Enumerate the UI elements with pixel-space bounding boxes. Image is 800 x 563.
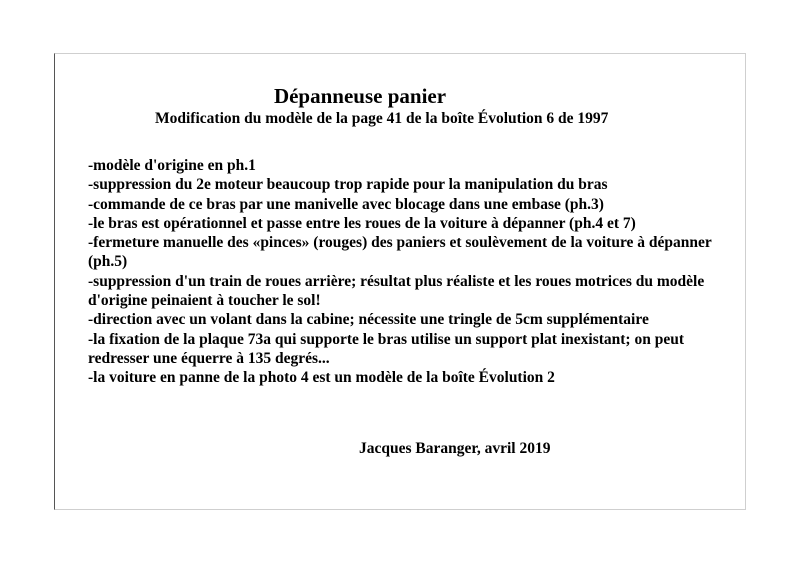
document-page (54, 53, 746, 510)
list-item: -suppression du 2e moteur beaucoup trop rapide pour la manipulation du bras (88, 176, 608, 194)
list-item: -direction avec un volant dans la cabine; nécessite une tringle de 5cm supplémentaire (88, 311, 649, 329)
signature: Jacques Baranger, avril 2019 (359, 440, 551, 457)
notes-list (88, 156, 718, 388)
list-item: -la voiture en panne de la photo 4 est un modèle de la boîte Évolution 2 (88, 369, 555, 387)
document-title: Dépanneuse panier (273, 84, 447, 108)
list-item: -la fixation de la plaque 73a qui supporte le bras utilise un support plat inexistant; on peut redresser une équerre à 135 degrés... (88, 330, 684, 367)
list-item: -le bras est opérationnel et passe entre les roues de la voiture à dépanner (ph.4 et 7) (88, 214, 636, 232)
list-item: -suppression d'un train de roues arrière; résultat plus réaliste et les roues motrices du modèle d'origine peinaient à toucher le sol! (88, 272, 705, 310)
document-subtitle: Modification du modèle de la page 41 de la boîte Évolution 6 de 1997 (155, 110, 609, 127)
list-item: -fermeture manuelle des «pinces» (rouges) des paniers et soulèvement de la voiture à dépanner (ph.5) (88, 234, 712, 271)
list-item: -commande de ce bras par une manivelle avec blocage dans une embase (ph.3) (88, 195, 604, 213)
list-item: -modèle d'origine en ph.1 (88, 157, 256, 174)
